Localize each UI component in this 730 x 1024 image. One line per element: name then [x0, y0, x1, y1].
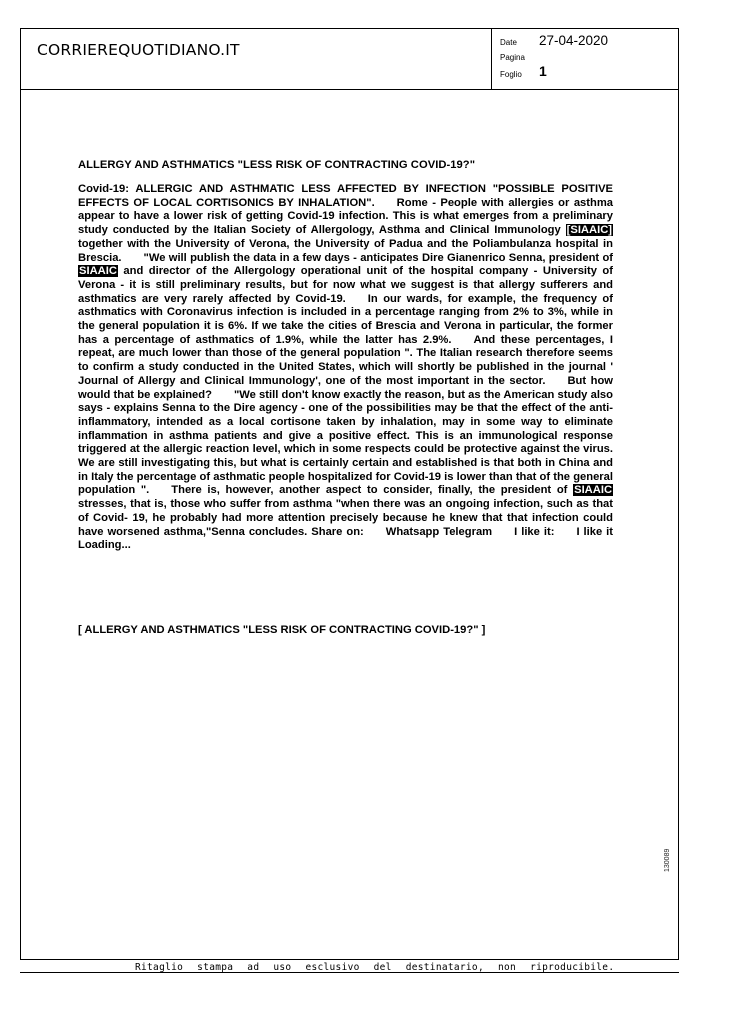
pagina-label: Pagina	[500, 53, 525, 62]
article-text: In our wards, for example, the frequency of asthmatics with Coronavirus infection is included in a percentage ranging from 2% to 3%, while in the general population it is 6%. If we take the cities of Brescia and Verona in particular, the former has a percentage of asthmatics of 1.9%, while the latter has 2.9%.	[78, 292, 613, 346]
share-like: I like it:	[514, 525, 555, 538]
article-text: and director of the Allergology operational unit of the hospital company - University of Verona - it is still preliminary results, but for now what we suggest is that allergy sufferers and asthmatics are very rarely affected by Covid-19.	[78, 265, 613, 305]
share-like-loading: I like it Loading...	[78, 525, 614, 552]
siaaic-tag: SIAAIC	[79, 265, 117, 278]
clipping-meta	[491, 29, 678, 89]
article-text: There is, however, another aspect to consider, finally, the president of	[171, 484, 568, 497]
article-title-bottom: [ ALLERGY AND ASTHMATICS "LESS RISK OF CONTRACTING COVID-19?" ]	[78, 624, 486, 636]
publication-name: CORRIEREQUOTIDIANO.IT	[37, 41, 240, 59]
share-whatsapp-telegram: Whatsapp Telegram	[385, 525, 493, 538]
share-label: Share on:	[311, 525, 364, 538]
article-title: ALLERGY AND ASTHMATICS "LESS RISK OF CONTRACTING COVID-19?"	[78, 159, 476, 171]
article-text: stresses, that is, those who suffer from asthma "when there was an ongoing infection, such as that of Covid- 19, he probably had more attention precisely because he knew that that infection could have worsened asthma,"Senna concludes.	[78, 498, 613, 538]
siaaic-tag: [SIAAIC]	[566, 224, 613, 237]
clipping-header	[20, 28, 679, 90]
article-body	[78, 183, 613, 553]
article-text: Rome - People with allergies or asthma appear to have a lower risk of getting Covid-19 infection. This is what emerges from a preliminary study conducted by the Italian Society of Allergology, Asthma and Clinical Immunology	[78, 196, 613, 237]
siaaic-tag: SIAAIC	[574, 484, 613, 497]
article-text: But how would that be explained?	[78, 374, 613, 401]
article-text: And these percentages, I repeat, are much lower than those of the general population ". The Italian research therefore seems to confirm a study conducted in the United States, which will shortly be published in the journal ' Journal of Allergy and Clinical Immunology', one of the most important in the sector.	[78, 333, 613, 387]
date-label: Date	[500, 38, 517, 47]
footer-notice: Ritaglio stampa ad uso esclusivo del destinatario, non riproducibile.	[135, 962, 615, 973]
article-text: together with the University of Verona, the University of Padua and the Poliambulanza hospital in Brescia.	[78, 237, 613, 264]
article-lead: Covid-19: ALLERGIC AND ASTHMATIC LESS AFFECTED BY INFECTION "POSSIBLE POSITIVE EFFECTS OF LOCAL CORTISONICS BY INHALATION".	[78, 183, 613, 209]
article-text: "We still don't know exactly the reason, but as the American study also says - explains Senna to the Dire agency - one of the possibilities may be that the effect of the anti-inflammatory, intended as a local cortisone taken by inhalation, may in some way to eliminate inflammation in asthma patients and give a positive effect. This is an immunological response triggered at the allergic reaction level, which in some respects could be protective against the virus. We are still investigating this, but what is certainly certain and established is that both in China and in Italy the percentage of asthmatic people hospitalized for Covid-19 is lower than that of the general population ".	[78, 388, 613, 497]
side-code: 130089	[664, 848, 671, 872]
article-text: "We will publish the data in a few days - anticipates Dire Gianenrico Senna, president of	[143, 251, 613, 264]
foglio-label: Foglio	[500, 70, 522, 79]
date-value: 27-04-2020	[539, 33, 609, 48]
foglio-value: 1	[539, 63, 547, 79]
